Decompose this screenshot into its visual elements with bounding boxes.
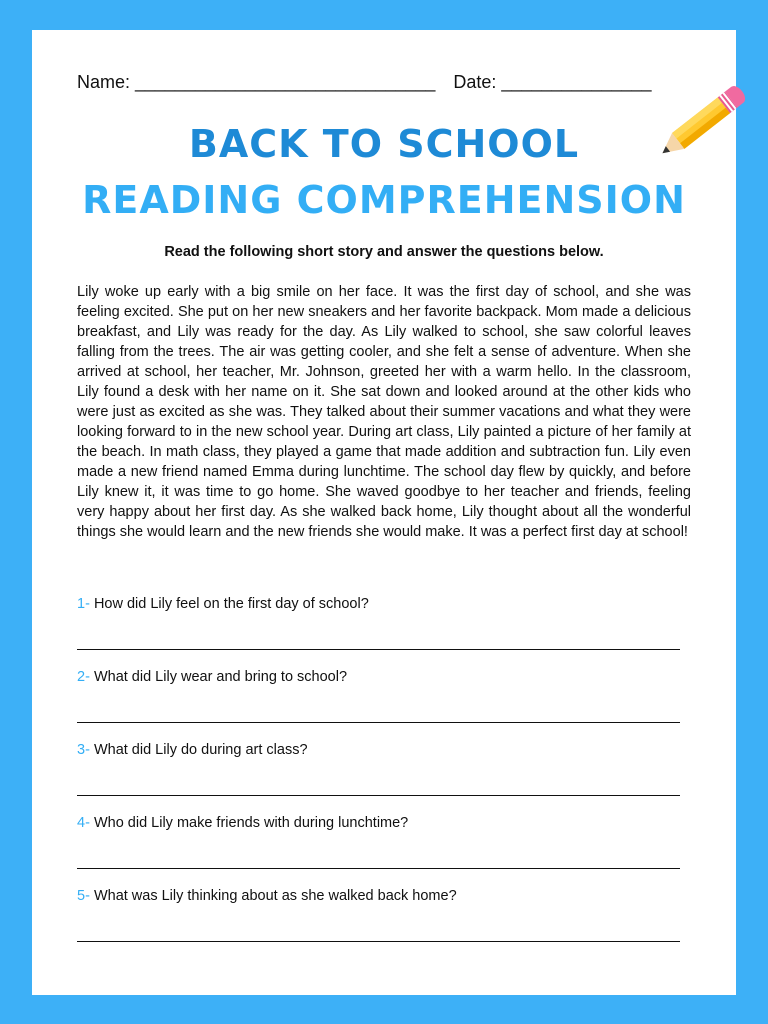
- question-text: How did Lily feel on the first day of school?: [93, 596, 369, 612]
- question-number: 4-: [77, 815, 90, 831]
- question-2: [77, 669, 347, 685]
- question-5: [77, 888, 457, 904]
- question-1: [77, 596, 369, 612]
- question-text: What did Lily do during art class?: [93, 742, 308, 758]
- name-field-label[interactable]: Name: ______________________________: [77, 72, 436, 92]
- answer-line-5[interactable]: [77, 941, 680, 942]
- date-field-label[interactable]: Date: _______________: [453, 72, 652, 92]
- title-reading-comprehension: READING COMPREHENSION: [82, 178, 686, 222]
- worksheet-page: [32, 30, 736, 995]
- question-number: 5-: [77, 888, 90, 904]
- question-number: 2-: [77, 669, 90, 685]
- name-date-header: [77, 72, 652, 93]
- question-4: [77, 815, 408, 831]
- question-number: 3-: [77, 742, 90, 758]
- question-3: [77, 742, 308, 758]
- answer-line-3[interactable]: [77, 795, 680, 796]
- answer-line-2[interactable]: [77, 722, 680, 723]
- question-text: What did Lily wear and bring to school?: [93, 669, 348, 685]
- question-text: Who did Lily make friends with during lunchtime?: [93, 815, 409, 831]
- question-text: What was Lily thinking about as she walked back home?: [93, 888, 457, 904]
- story-text: Lily woke up early with a big smile on her face. It was the first day of school, and she was feeling excited. She put on her new sneakers and her favorite backpack. Mom made a delicious breakfast, and Lily was ready for the day. As Lily walked to school, she saw colorful leaves falling from the trees. The air was getting cooler, and she felt a sense of adventure. When she arrived at school, her teacher, Mr. Johnson, greeted her with a warm hello. In the classroom, Lily found a desk with her name on it. She sat down and looked around at the other kids who were just as excited as she was. They talked about their summer vacations and what they were looking forward to in the new school year. During art class, Lily painted a picture of her family at the beach. In math class, they played a game that made addition and subtraction fun. Lily even made a new friend named Emma during lunchtime. The school day flew by quickly, and before Lily knew it, it was time to go home. She waved goodbye to her teacher and friends, feeling very happy about her first day. As she walked back home, Lily thought about all the wonderful things she would learn and the new friends she would make. It was a perfect first day at school!: [77, 284, 691, 540]
- answer-line-4[interactable]: [77, 868, 680, 869]
- question-number: 1-: [77, 596, 90, 612]
- answer-line-1[interactable]: [77, 649, 680, 650]
- instructions: Read the following short story and answer the questions below.: [164, 244, 604, 260]
- title-back-to-school: BACK TO SCHOOL: [188, 122, 580, 166]
